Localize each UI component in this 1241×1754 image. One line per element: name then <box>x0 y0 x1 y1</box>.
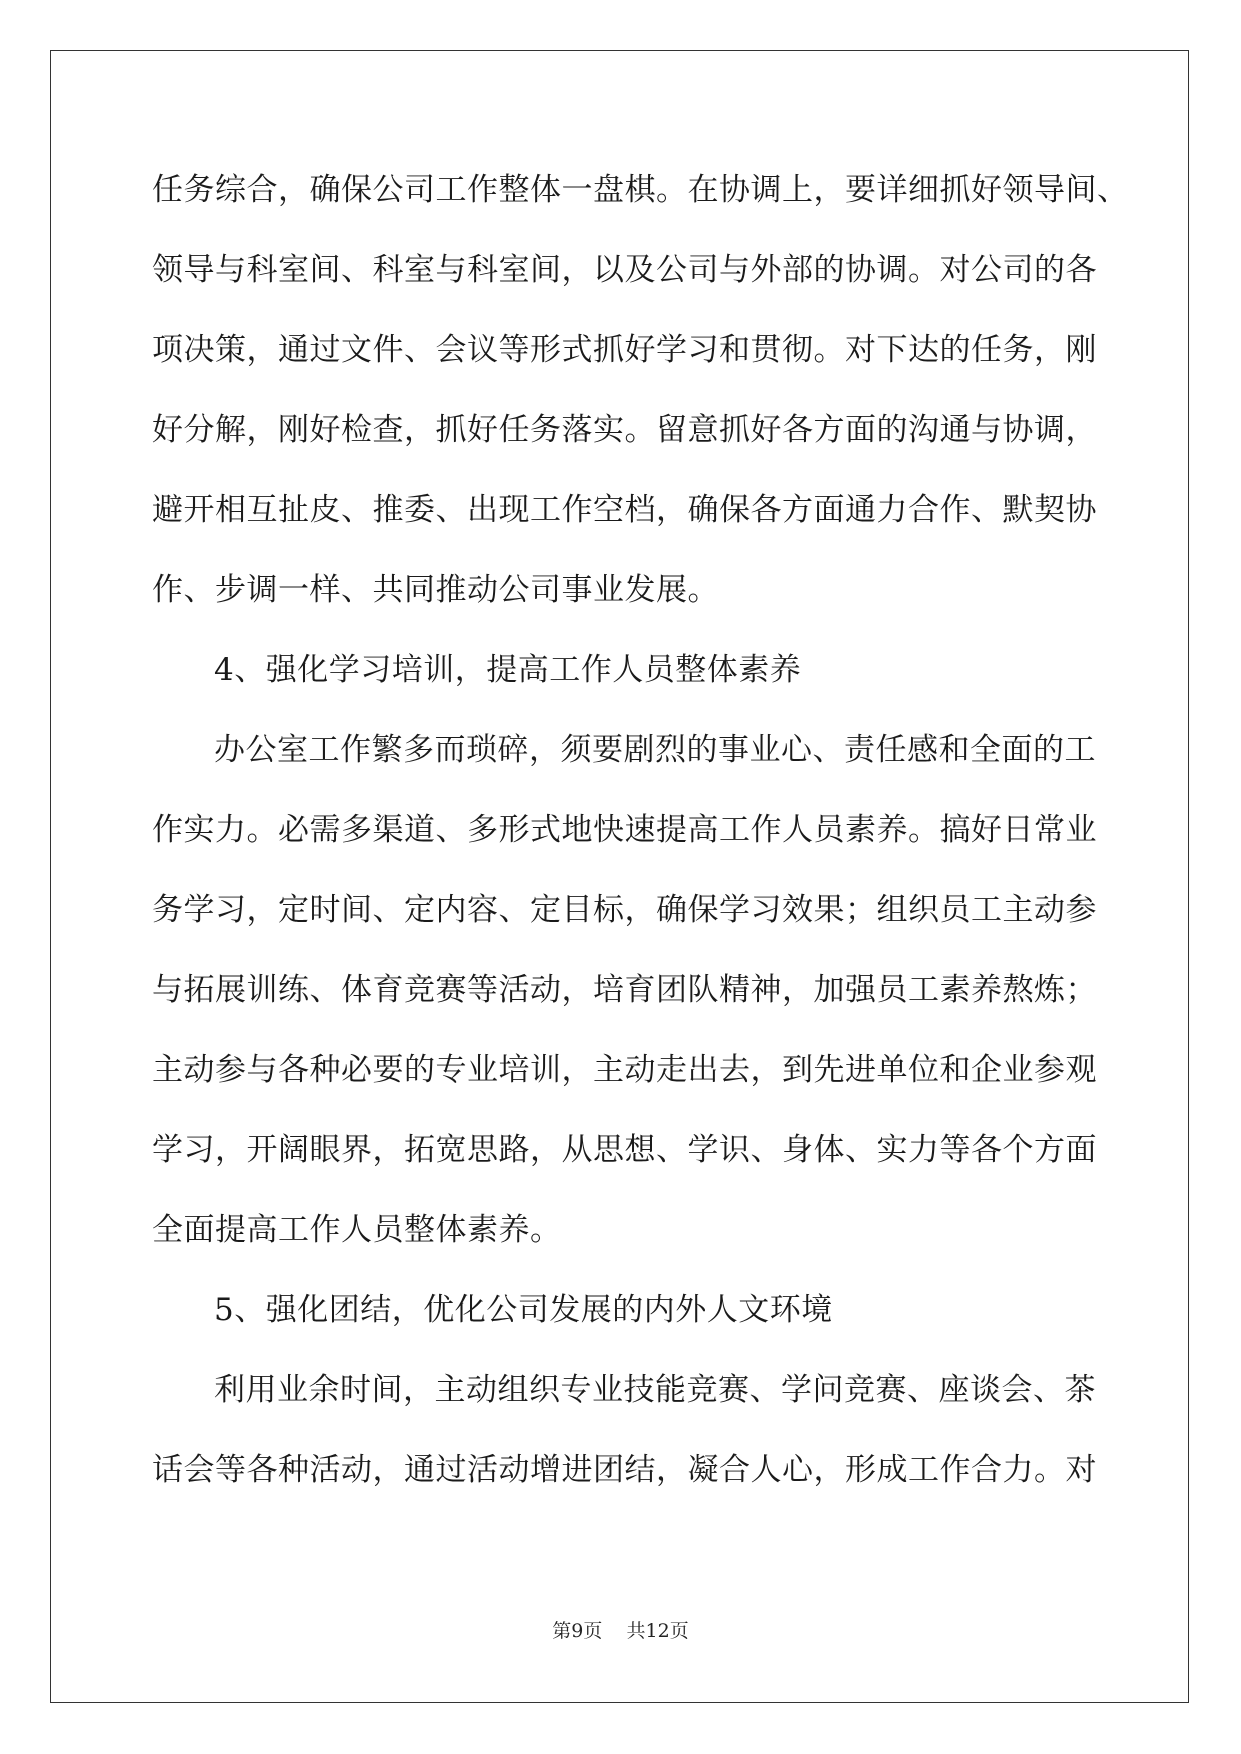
document-body <box>152 150 1129 1510</box>
text-line: 作实力。必需多渠道、多形式地快速提高工作人员素养。搞好日常业 <box>152 812 1097 848</box>
text-line: 学习，开阔眼界，拓宽思路，从思想、学识、身体、实力等各个方面 <box>152 1132 1097 1168</box>
text-line: 项决策，通过文件、会议等形式抓好学习和贯彻。对下达的任务，刚 <box>152 332 1097 368</box>
text-line: 4、强化学习培训，提高工作人员整体素养 <box>214 652 802 688</box>
text-line: 话会等各种活动，通过活动增进团结，凝合人心，形成工作合力。对 <box>152 1452 1097 1488</box>
text-line: 全面提高工作人员整体素养。 <box>152 1212 562 1248</box>
text-line: 主动参与各种必要的专业培训，主动走出去，到先进单位和企业参观 <box>152 1052 1097 1088</box>
text-line: 作、步调一样、共同推动公司事业发展。 <box>152 572 719 608</box>
text-line: 利用业余时间，主动组织专业技能竞赛、学问竞赛、座谈会、茶 <box>214 1372 1096 1408</box>
text-line: 任务综合，确保公司工作整体一盘棋。在协调上，要详细抓好领导间、 <box>152 172 1129 208</box>
text-line: 与拓展训练、体育竞赛等活动，培育团队精神，加强员工素养熬炼； <box>152 972 1097 1008</box>
text-line: 务学习，定时间、定内容、定目标，确保学习效果；组织员工主动参 <box>152 892 1097 928</box>
text-line: 好分解，刚好检查，抓好任务落实。留意抓好各方面的沟通与协调， <box>152 412 1097 448</box>
page-number: 第9页 <box>552 1620 603 1642</box>
page-footer <box>0 1616 1241 1643</box>
text-line: 办公室工作繁多而琐碎，须要剧烈的事业心、责任感和全面的工 <box>214 732 1096 768</box>
text-line: 避开相互扯皮、推委、出现工作空档，确保各方面通力合作、默契协 <box>152 492 1097 528</box>
text-line: 5、强化团结，优化公司发展的内外人文环境 <box>214 1292 833 1328</box>
page-total: 共12页 <box>626 1620 689 1642</box>
text-line: 领导与科室间、科室与科室间，以及公司与外部的协调。对公司的各 <box>152 252 1097 288</box>
